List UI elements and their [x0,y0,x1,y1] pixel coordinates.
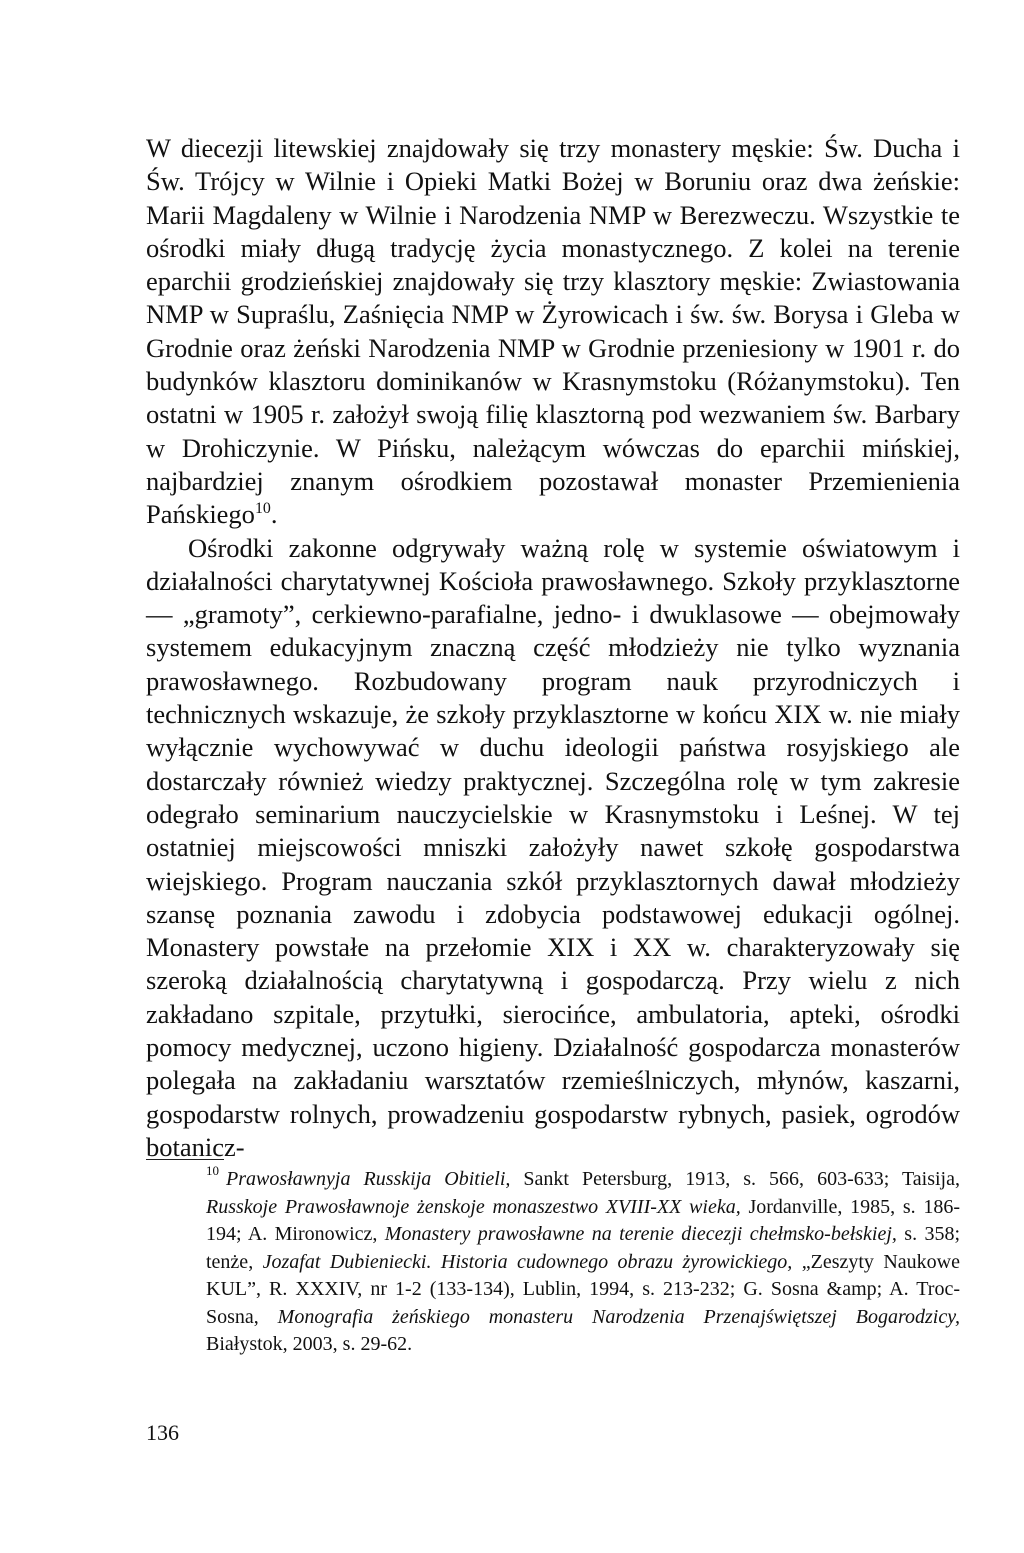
footnote-citation-text: Sankt Petersburg, 1913, s. 566, 603-633; Taisija, [510,1168,960,1190]
footnote-citation-text: „Zeszyty Naukowe KUL”, R. XXXIV, nr 1-2 (133-134), Lublin, 1994, s. 213-232; G. Sosna &amp; A. Troc-Sosna, [206,1250,961,1328]
footnote-divider [146,1159,224,1160]
footnote-citation-text: Białystok, 2003, s. 29-62. [206,1333,413,1355]
paragraph-2: Ośrodki zakonne odgrywały ważną rolę w systemie oświatowym i działalności charytatywnej Kościoła prawosławnego. Szkoły przyklasztorne — „gramoty”, cerkiewno-parafialne, jedno- i dwuklasowe — obejmowały systemem edukacyjnym znaczną część młodzieży nie tylko wyznania prawosławnego. Rozbudowany program nauk przyrodniczych i technicznych wskazuje, że szkoły przyklasztorne w końcu XIX w. nie miały wyłącznie wychowywać w duchu ideologii państwa rosyjskiego ale dostarczały również wiedzy praktycznej. Szczególna rolę w tym zakresie odegrało seminarium nauczycielskie w Krasnymstoku i Leśnej. W tej ostatniej miejscowości mniszki założyły nawet szkołę gospodarstwa wiejskiego. Program nauczania szkół przyklasztornych dawał młodzieży szansę poznania zawodu i zdobycia podstawowej edukacji ogólnej. Monastery powstałe na przełomie XIX i XX w. charakteryzowały się szeroką działalnością charytatywną i gospodarczą. Przy wielu z nich zakładano szpitale, przytułki, sierocińce, ambulatoria, apteki, ośrodki pomocy medycznej, uczono higieny. Działalność gospodarcza monasterów polegała na zakładaniu warsztatów rzemieślniczych, młynów, kaszarni, gospodarstw rolnych, prowadzeniu gospodarstw rybnych, pasiek, ogrodów botanicz- [146,532,960,1162]
footnote-citation-title: Monografia żeńskiego monasteru Narodzenia Przenajświętszej Bogarodzicy, [277,1305,960,1328]
footnote-citation-title: Jozafat Dubieniecki. Historia cudownego obrazu żyrowickiego, [262,1250,793,1273]
footnote-citation-title: Monastery prawosławne na terenie diecezji chełmsko-bełskiej, [384,1223,897,1245]
paragraph-1 [146,132,960,532]
footnote-citation-title: Russkoje Prawosławnoje żenskoje monaszestwo XVIII-XX wieka, [206,1195,741,1218]
page-body [146,132,960,1164]
footnote-citation-text: s. 358; tenże, [206,1223,960,1273]
body-text [146,132,960,1164]
page-number: 136 [146,1420,179,1445]
footnote-citation-title: Prawosławnyja Russkija Obitieli, [226,1168,511,1190]
footnote-reference[interactable]: 10 [254,500,271,518]
footnote-text [206,1163,961,1359]
paragraph-1-text: W diecezji litewskiej znajdowały się trzy monastery męskie: Św. Ducha i Św. Trójcy w Wilnie i Opieki Matki Bożej w Boruniu oraz dwa żeńskie: Marii Magdaleny w Wilnie i Narodzenia NMP w Berezweczu. Wszystkie te ośrodki miały długą tradycję życia monastycznego. Z kolei na terenie eparchii grodzieńskiej znajdowały się trzy klasztory męskie: Zwiastowania NMP w Supraślu, Zaśnięcia NMP w Żyrowicach i św. św. Borysa i Gleba w Grodnie oraz żeński Narodzenia NMP w Grodnie przeniesiony w 1901 r. do budynków klasztoru dominikanów w Krasnymstoku (Różanymstoku). Ten ostatni w 1905 r. założył swoją filię klasztorną pod wezwaniem św. Barbary w Drohiczynie. W Pińsku, należącym wówczas do eparchii mińskiej, najbardziej znanym ośrodkiem pozostawał monaster Przemienienia Pańskiego [146,133,960,530]
footnote-citation-text: Jordanville, 1985, s. 186-194; A. Mironowicz, [206,1195,961,1245]
footnote [146,1163,961,1359]
paragraph-1-end: . [270,499,278,530]
footnote-marker: 10 [206,1163,219,1178]
